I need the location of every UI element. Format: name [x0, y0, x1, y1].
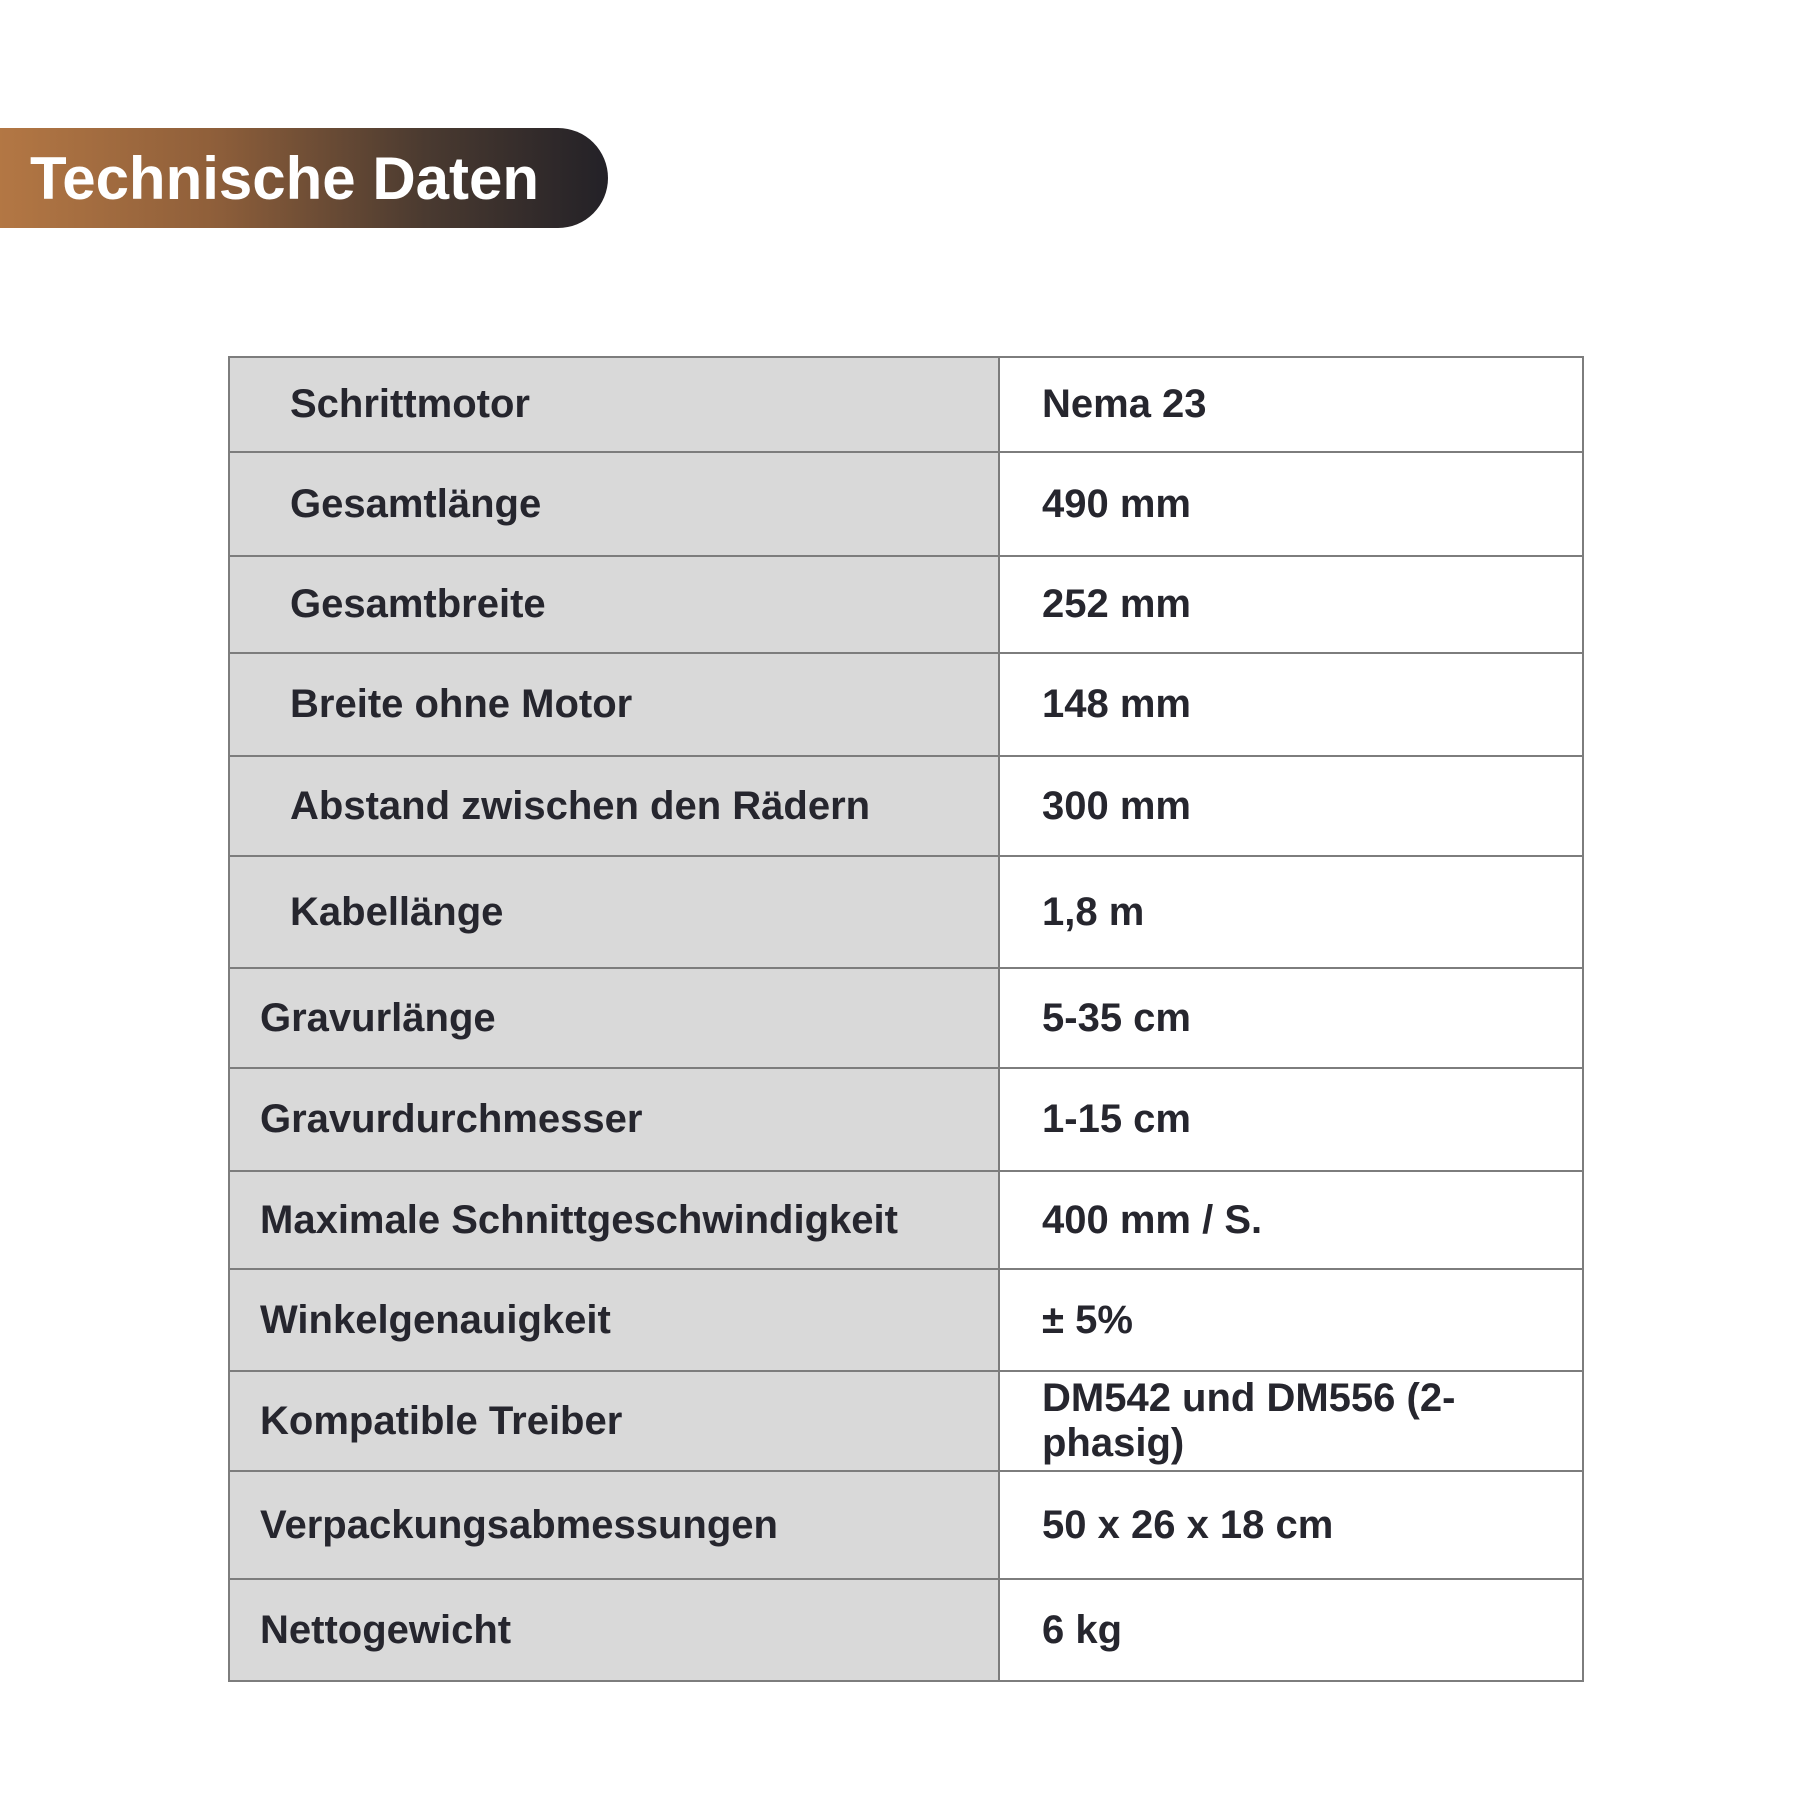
- table-row: [229, 1471, 1583, 1579]
- spec-label: Schrittmotor: [229, 357, 999, 452]
- spec-value: 5-35 cm: [999, 968, 1583, 1068]
- spec-value: 252 mm: [999, 556, 1583, 653]
- spec-label: Gesamtbreite: [229, 556, 999, 653]
- table-row: [229, 856, 1583, 968]
- spec-value: 50 x 26 x 18 cm: [999, 1471, 1583, 1579]
- table-row: [229, 968, 1583, 1068]
- spec-table: [228, 356, 1584, 1682]
- spec-value: 6 kg: [999, 1579, 1583, 1681]
- table-row: [229, 756, 1583, 856]
- spec-label: Breite ohne Motor: [229, 653, 999, 756]
- spec-label: Kompatible Treiber: [229, 1371, 999, 1471]
- spec-value: 148 mm: [999, 653, 1583, 756]
- spec-value: DM542 und DM556 (2-phasig): [999, 1371, 1583, 1471]
- spec-label: Verpackungsabmessungen: [229, 1471, 999, 1579]
- spec-value: Nema 23: [999, 357, 1583, 452]
- spec-value: 1,8 m: [999, 856, 1583, 968]
- spec-label: Gravurlänge: [229, 968, 999, 1068]
- table-row: [229, 1269, 1583, 1371]
- section-heading-banner: [0, 128, 608, 228]
- spec-value: 400 mm / S.: [999, 1171, 1583, 1269]
- table-row: [229, 1171, 1583, 1269]
- section-heading: Technische Daten: [30, 144, 540, 212]
- spec-value: 490 mm: [999, 452, 1583, 556]
- spec-label: Nettogewicht: [229, 1579, 999, 1681]
- table-row: [229, 1579, 1583, 1681]
- table-row: [229, 1068, 1583, 1171]
- table-row: [229, 1371, 1583, 1471]
- table-row: [229, 556, 1583, 653]
- table-row: [229, 653, 1583, 756]
- spec-label: Maximale Schnittgeschwindigkeit: [229, 1171, 999, 1269]
- spec-label: Abstand zwischen den Rädern: [229, 756, 999, 856]
- table-row: [229, 357, 1583, 452]
- spec-label: Gravurdurchmesser: [229, 1068, 999, 1171]
- spec-label: Kabellänge: [229, 856, 999, 968]
- spec-value: 1-15 cm: [999, 1068, 1583, 1171]
- spec-label: Winkelgenauigkeit: [229, 1269, 999, 1371]
- spec-value: 300 mm: [999, 756, 1583, 856]
- table-row: [229, 452, 1583, 556]
- spec-value: ± 5%: [999, 1269, 1583, 1371]
- spec-label: Gesamtlänge: [229, 452, 999, 556]
